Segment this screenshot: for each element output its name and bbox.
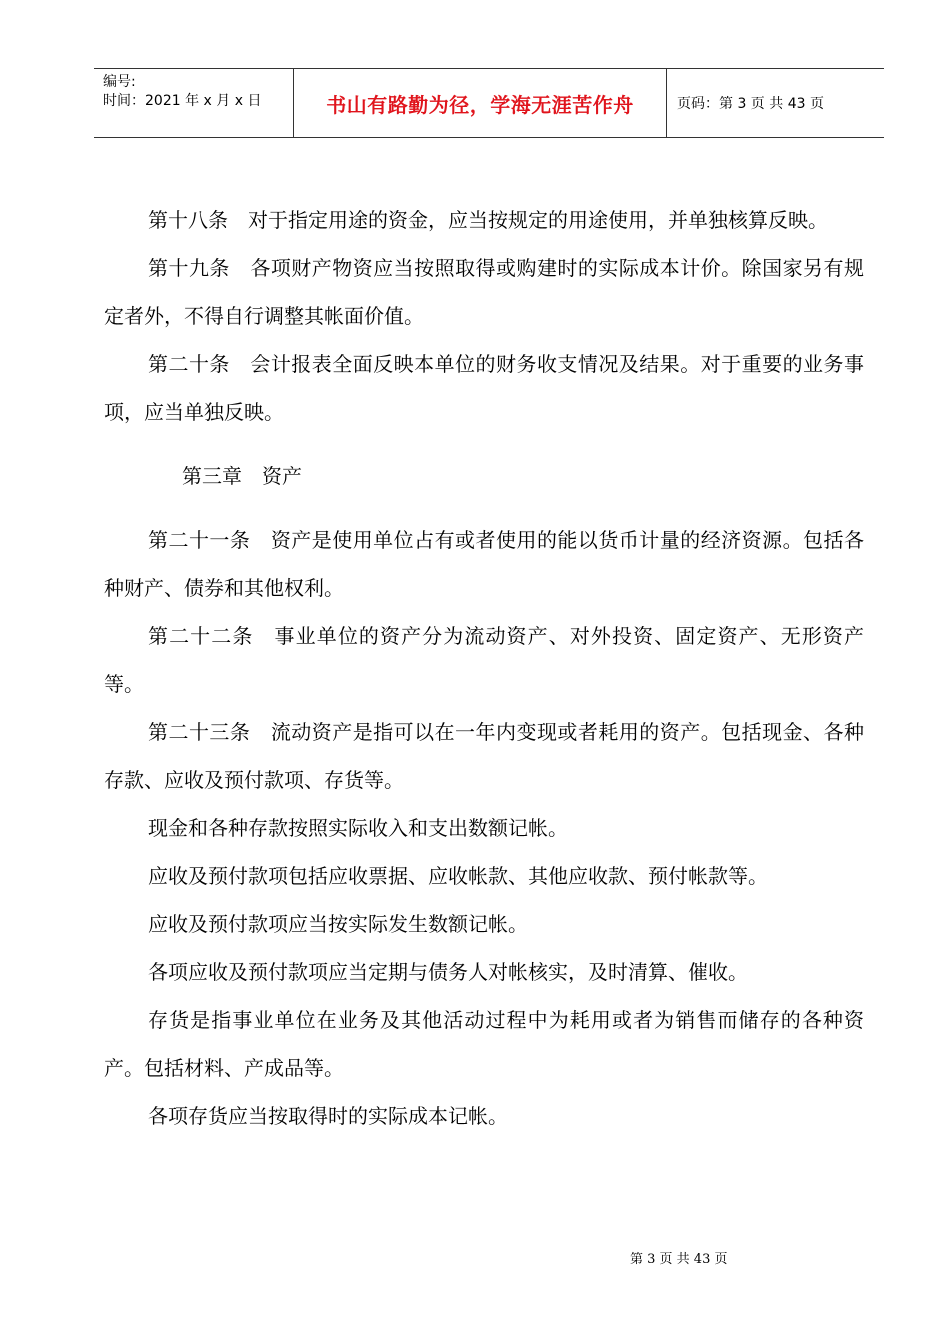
receivables-recording-paragraph: 应收及预付款项应当按实际发生数额记帐。: [148, 912, 528, 936]
document-time-label: 时间：2021 年 x 月 x 日: [103, 93, 262, 109]
header-motto: 书山有路勤为径，学海无涯苦作舟: [294, 69, 667, 137]
article-22: 第二十二条 事业单位的资产分为流动资产、对外投资、固定资产、无形资产等。: [104, 624, 864, 696]
header-meta: [94, 69, 294, 137]
inventory-paragraph: 存货是指事业单位在业务及其他活动过程中为耗用或者为销售而储存的各种资产。包括材料、产成品等。: [104, 1008, 864, 1080]
document-body: [104, 196, 864, 1140]
page-footer: 第 3 页 共 43 页: [630, 1252, 728, 1267]
article-23: 第二十三条 流动资产是指可以在一年内变现或者耗用的资产。包括现金、各种存款、应收及预付款项、存货等。: [104, 720, 864, 792]
page-header: [94, 68, 884, 138]
article-20: 第二十条 会计报表全面反映本单位的财务收支情况及结果。对于重要的业务事项，应当单独反映。: [104, 352, 864, 424]
cash-paragraph: 现金和各种存款按照实际收入和支出数额记帐。: [148, 816, 568, 840]
article-19: 第十九条 各项财产物资应当按照取得或购建时的实际成本计价。除国家另有规定者外，不得自行调整其帐面价值。: [104, 256, 864, 328]
header-page-info: 页码：第 3 页 共 43 页: [677, 96, 824, 112]
chapter-heading: 第三章 资产: [182, 464, 302, 488]
inventory-cost-paragraph: 各项存货应当按取得时的实际成本记帐。: [148, 1104, 508, 1128]
article-21: 第二十一条 资产是使用单位占有或者使用的能以货币计量的经济资源。包括各种财产、债券和其他权利。: [104, 528, 864, 600]
receivables-reconcile-paragraph: 各项应收及预付款项应当定期与债务人对帐核实，及时清算、催收。: [148, 960, 748, 984]
receivables-paragraph: 应收及预付款项包括应收票据、应收帐款、其他应收款、预付帐款等。: [148, 864, 768, 888]
article-18: 第十八条 对于指定用途的资金，应当按规定的用途使用，并单独核算反映。: [148, 208, 828, 232]
document-number-label: 编号:: [103, 74, 136, 90]
